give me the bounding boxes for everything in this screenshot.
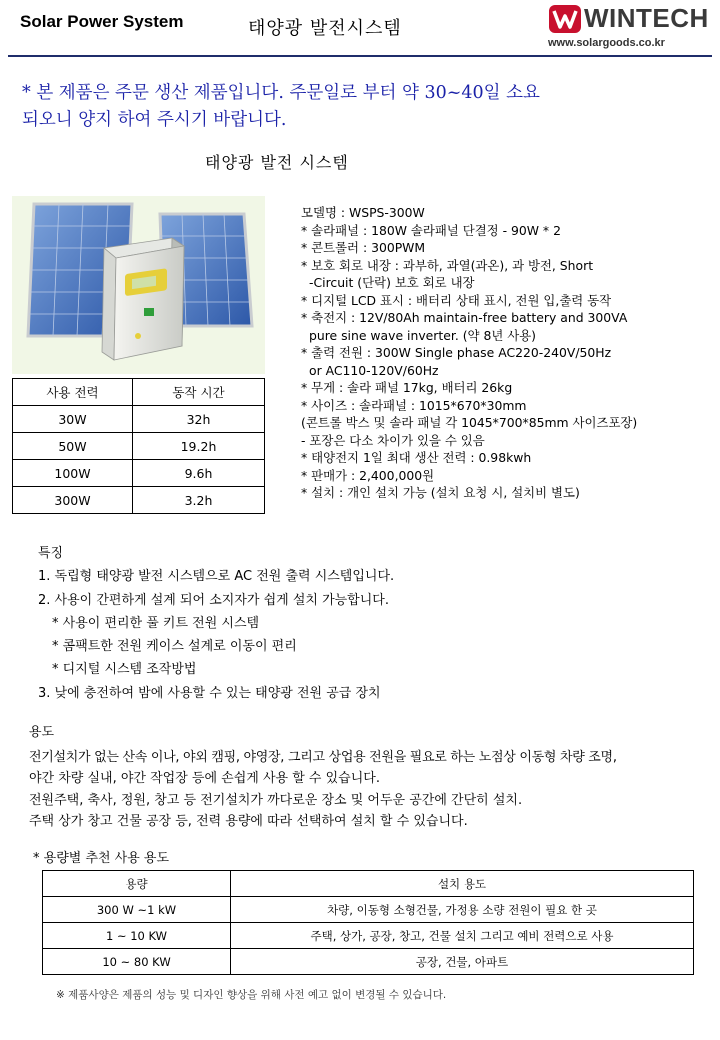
runtime-power: 30W (13, 406, 133, 433)
spec-line: - 포장은 다소 차이가 있을 수 있음 (301, 432, 485, 448)
capacity-table (42, 870, 694, 975)
table-row (13, 433, 265, 460)
section-title: 태양광 발전 시스템 (205, 153, 349, 172)
usage-section (29, 722, 617, 833)
table-row (13, 406, 265, 433)
runtime-time: 32h (133, 406, 265, 433)
spec-line: * 출력 전원 : 300W Single phase AC220-240V/50Hz (301, 345, 612, 360)
table-row (43, 923, 694, 949)
usage-line: 야간 차량 실내, 야간 작업장 등에 손쉽게 사용 할 수 있습니다. (29, 771, 380, 786)
feature-item: * 디지털 시스템 조작방법 (52, 662, 197, 678)
spec-line: -Circuit (단락) 보호 회로 내장 (309, 275, 475, 290)
capacity-header-use: 설치 용도 (231, 871, 694, 897)
table-row (13, 487, 265, 514)
spec-line: * 판매가 : 2,400,000원 (301, 467, 435, 483)
usage-line: 전기설치가 없는 산속 이나, 야외 캠핑, 야영장, 그리고 상업용 전원을 필요로 하는 노점상 이동형 차량 조명, (29, 749, 617, 765)
feature-item: 2. 사용이 간편하게 설계 되어 소지자가 쉽게 설치 가능합니다. (38, 592, 389, 608)
capacity-table-header (43, 871, 694, 897)
spec-line: pure sine wave inverter. (약 8년 사용) (309, 327, 537, 343)
footnote: ※ 제품사양은 제품의 성능 및 디자인 향상을 위해 사전 예고 없이 변경될 수 있습니다. (56, 989, 447, 1001)
spec-line: * 사이즈 : 솔라패널 : 1015*670*30mm (301, 397, 527, 413)
spec-line: * 축전지 : 12V/80Ah maintain-free battery and 300VA (301, 310, 628, 325)
runtime-table (12, 378, 265, 514)
features-title: 특징 (38, 546, 64, 561)
spec-list (301, 204, 716, 502)
runtime-time: 3.2h (133, 487, 265, 514)
spec-line: * 디지털 LCD 표시 : 배터리 상태 표시, 전원 입,출력 동작 (301, 292, 612, 308)
runtime-time: 9.6h (133, 460, 265, 487)
capacity-size: 1 ~ 10 KW (43, 923, 231, 949)
spec-line: * 콘트롤러 : 300PWM (301, 240, 426, 255)
table-row (43, 949, 694, 975)
capacity-use: 공장, 건물, 아파트 (231, 949, 694, 975)
order-notice-line-2: 되오니 양지 하여 주시기 바랍니다. (22, 110, 287, 130)
spec-line: * 설치 : 개인 설치 가능 (설치 요청 시, 설치비 별도) (301, 485, 580, 500)
runtime-power: 300W (13, 487, 133, 514)
runtime-time: 19.2h (133, 433, 265, 460)
capacity-use: 주택, 상가, 공장, 창고, 건물 설치 그리고 예비 전력으로 사용 (231, 923, 694, 949)
order-notice-line-1: * 본 제품은 주문 생산 제품입니다. 주문일로 부터 약 30~40일 소요 (22, 83, 540, 103)
table-row (13, 460, 265, 487)
header-title-en: Solar Power System (20, 12, 184, 31)
capacity-size: 300 W ~1 kW (43, 897, 231, 923)
header-divider (8, 55, 712, 57)
table-row (43, 897, 694, 923)
usage-line: 주택 상가 창고 건물 공장 등, 전력 용량에 따라 선택하여 설치 할 수 있습니다. (29, 814, 468, 829)
features-section (38, 542, 394, 705)
capacity-use: 차량, 이동형 소형건물, 가정용 소량 전원이 필요 한 곳 (231, 897, 694, 923)
runtime-table-header (13, 379, 265, 406)
spec-line: (콘트롤 박스 및 솔라 패널 각 1045*700*85mm 사이즈포장) (301, 415, 638, 430)
order-notice (22, 80, 540, 134)
spec-line: * 무게 : 솔라 패널 17kg, 배터리 26kg (301, 380, 513, 395)
wintech-logo-icon (548, 4, 582, 34)
runtime-header-power: 사용 전력 (13, 379, 133, 406)
usage-title: 용도 (29, 725, 55, 740)
spec-line: * 보호 회로 내장 : 과부하, 과열(과온), 과 방전, Short (301, 257, 594, 273)
runtime-power: 100W (13, 460, 133, 487)
feature-item: * 사용이 편리한 풀 키트 전원 시스템 (52, 615, 260, 631)
runtime-power: 50W (13, 433, 133, 460)
capacity-size: 10 ~ 80 KW (43, 949, 231, 975)
capacity-header-size: 용량 (43, 871, 231, 897)
feature-item: 3. 낮에 충전하여 밤에 사용할 수 있는 태양광 전원 공급 장치 (38, 685, 381, 701)
product-photo (12, 196, 265, 374)
spec-line: * 솔라패널 : 180W 솔라패널 단결정 - 90W * 2 (301, 222, 561, 238)
usage-line: 전원주택, 축사, 정원, 창고 등 전기설치가 까다로운 장소 및 어두운 공간에 간단히 설치. (29, 792, 523, 808)
brand-name: WINTECH (584, 3, 709, 33)
runtime-header-time: 동작 시간 (133, 379, 265, 406)
feature-item: * 콤팩트한 전원 케이스 설계로 이동이 편리 (52, 639, 297, 655)
brand-url: www.solargoods.co.kr (548, 37, 665, 49)
spec-line: * 태양전지 1일 최대 생산 전력 : 0.98kwh (301, 450, 532, 465)
feature-item: 1. 독립형 태양광 발전 시스템으로 AC 전원 출력 시스템입니다. (38, 569, 395, 585)
header-title-ko: 태양광 발전시스템 (248, 18, 402, 39)
capacity-title: * 용량별 추천 사용 용도 (33, 851, 170, 866)
spec-line: 모델명 : WSPS-300W (301, 205, 425, 220)
spec-line: or AC110-120V/60Hz (309, 362, 439, 378)
